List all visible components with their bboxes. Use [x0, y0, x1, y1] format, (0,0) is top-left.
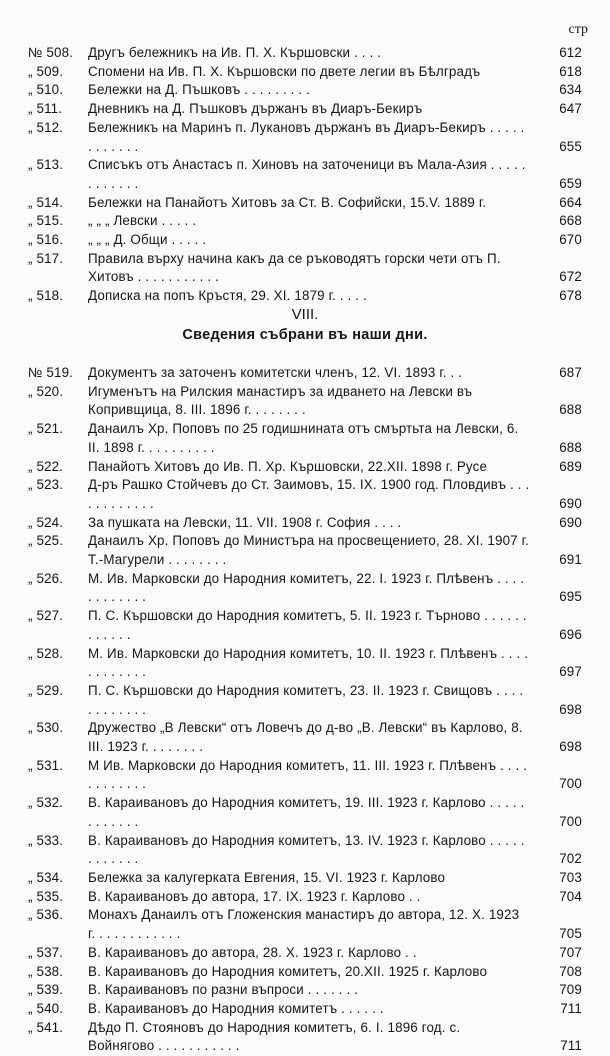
toc-entry: [0, 888, 610, 907]
entry-page-number: 678: [559, 288, 582, 304]
entry-number: „ 533.: [28, 832, 64, 848]
entry-title: Документъ за заточенъ комитетски членъ, 12. VI. 1893 г. . .: [88, 365, 463, 380]
toc-entry: [0, 383, 610, 420]
entry-number: „ 517.: [28, 250, 64, 266]
entry-title: Панайотъ Хитовъ до Ив. П. Хр. Кършовски, 22.XII. 1898 г. Русе: [88, 458, 488, 474]
entry-number: „ 534.: [28, 869, 64, 885]
entry-title: П. С. Кършовски до Народния комитетъ, 23. II. 1923 г. Свищовъ . . . . . . . . . . . .: [88, 682, 524, 717]
entry-title: В. Караивановъ до Народния комитетъ, 13. IV. 1923 г. Карлово . . . . . . . . . . . .: [88, 832, 525, 867]
entry-title: Данаилъ Хр. Поповъ по 25 годишнината отъ смъртьта на Левски, 6. II. 1898 г. . . . . . . . . .: [88, 421, 519, 455]
entry-number: „ 511.: [28, 101, 63, 117]
toc-entry: [0, 231, 610, 250]
entry-number: „ 510.: [28, 82, 64, 98]
entry-title: Монахъ Данаилъ отъ Гложенския манастиръ до автора, 12. X. 1923 г. . . . . . . . . . . .: [88, 907, 520, 942]
entry-number: „ 537.: [28, 944, 64, 960]
entry-title: Дописка на попъ Кръстя, 29. XI. 1879 г. . . . .: [88, 288, 367, 304]
entry-number: „ 529.: [28, 682, 64, 698]
entry-title: Спомени на Ив. П. Х. Кършовски по двете легии въ Бѣлградъ: [88, 63, 481, 79]
entry-page-number: 672: [559, 269, 582, 285]
entry-title: Правила върху начина какъ да се ръководятъ горски чети отъ П. Хитовъ . . . . . . . . . . .: [88, 250, 501, 285]
toc-entry: [0, 81, 610, 100]
entry-title: Списъкъ отъ Анастасъ п. Хиновъ на заточеници въ Мала-Азия . . . . . . . . . . . .: [88, 157, 526, 191]
entry-page-number: 691: [559, 552, 582, 568]
entry-page-number: 664: [559, 194, 582, 210]
entry-number: „ 536.: [28, 907, 64, 923]
entry-title: Другъ бележникъ на Ив. П. Х. Кършовски . . . .: [88, 45, 382, 60]
entry-page-number: 668: [559, 213, 582, 229]
entry-page-number: 707: [559, 944, 582, 960]
toc-entry: [0, 963, 610, 982]
toc-entry: [0, 1000, 610, 1019]
entry-title: За пушката на Левски, 11. VII. 1908 г. София . . . .: [88, 514, 402, 530]
entry-page-number: 702: [559, 851, 582, 867]
entry-title: „ „ „ Д. Общи . . . . .: [88, 232, 207, 248]
entry-number: № 519.: [28, 365, 74, 380]
entry-title: „ „ „ Левски . . . . .: [88, 213, 197, 229]
entry-page-number: 690: [559, 495, 582, 511]
entry-number: „ 512.: [28, 119, 64, 135]
entry-number: „ 526.: [28, 570, 64, 586]
entry-title: Данаилъ Хр. Поповъ до Министъра на просвещението, 28. XI. 1907 г. Т.-Магурели . . . . . . . .: [88, 533, 529, 568]
entry-number: „ 540.: [28, 1000, 64, 1016]
toc-entry: [0, 364, 610, 383]
entry-page-number: 688: [559, 402, 582, 418]
entry-number: „ 518.: [28, 288, 64, 304]
section-title: Сведения събрани въ наши дни.: [182, 327, 428, 343]
entry-page-number: 711: [560, 1038, 582, 1054]
entry-title: В. Караивановъ по разни въпроси . . . . . . .: [88, 982, 359, 998]
entry-title: М Ив. Марковски до Народния комитетъ, 11. III. 1923 г. Плѣвенъ . . . . . . . . . . . .: [88, 757, 528, 792]
toc-entry: [0, 250, 610, 287]
toc-entry: [0, 287, 610, 306]
entry-title: Дневникъ на Д. Пъшковъ държанъ въ Диаръ-Бекиръ: [88, 101, 423, 117]
entry-title: Бележки на Панайотъ Хитовъ за Ст. В. Софийски, 15.V. 1889 г.: [88, 194, 487, 210]
entry-title: П. С. Кършовски до Народния комитетъ, 5. II. 1923 г. Търново . . . . . . . . . . . .: [88, 608, 527, 642]
entry-number: „ 515.: [28, 213, 64, 229]
entry-title: Бележка за калугерката Евгения, 15. VI. 1923 г. Карлово: [88, 869, 446, 885]
toc-entry: [0, 44, 610, 63]
toc-entry: [0, 607, 610, 644]
toc-entry: [0, 100, 610, 119]
entry-page-number: 700: [559, 776, 582, 792]
entry-page-number: 612: [559, 45, 582, 60]
entry-number: „ 520.: [28, 383, 64, 399]
entry-number: „ 531.: [28, 757, 64, 773]
entry-page-number: 690: [559, 514, 582, 530]
toc-entry: [0, 63, 610, 82]
toc-entry: [0, 420, 610, 457]
toc-entry: [0, 476, 610, 513]
entry-page-number: 703: [559, 869, 582, 885]
entry-title: Бележникъ на Маринъ п. Лукановъ държанъ въ Диаръ-Бекиръ . . . . . . . . . . . .: [88, 119, 525, 154]
entry-title: В. Караивановъ до Народния комитетъ . . . . . .: [88, 1000, 384, 1016]
entry-page-number: 618: [559, 63, 582, 79]
entry-number: № 508.: [28, 45, 74, 60]
entry-number: „ 539.: [28, 982, 64, 998]
entry-page-number: 634: [559, 82, 582, 98]
entry-page-number: 698: [559, 739, 582, 755]
entry-title: Д-ръ Рашко Стойчевъ до Ст. Заимовъ, 15. IX. 1900 год. Пловдивъ . . . . . . . . . . . .: [88, 477, 530, 511]
toc-entry: [0, 682, 610, 719]
toc-entry: [0, 570, 610, 607]
entry-title: М. Ив. Марковски до Народния комитетъ, 10. II. 1923 г. Плѣвенъ . . . . . . . . . . . .: [88, 645, 529, 680]
entry-title: В. Караивановъ до Народния комитетъ, 20.XII. 1925 г. Карлово: [88, 963, 488, 979]
toc-entry: [0, 458, 610, 477]
entry-number: „ 530.: [28, 720, 64, 736]
entry-number: „ 528.: [28, 645, 64, 661]
entry-number: „ 521.: [28, 421, 64, 437]
entry-page-number: 697: [559, 664, 582, 680]
entry-number: „ 541.: [28, 1019, 64, 1035]
entry-page-number: 695: [559, 589, 582, 605]
entry-page-number: 655: [559, 138, 582, 154]
toc-entry: [0, 119, 610, 156]
entries-list-a: [0, 44, 610, 306]
toc-entry: [0, 514, 610, 533]
toc-entry: [0, 212, 610, 231]
toc-entry: [0, 832, 610, 869]
toc-entry: [0, 645, 610, 682]
toc-entry: [0, 1019, 610, 1056]
entry-number: „ 509.: [28, 63, 64, 79]
entry-number: „ 538.: [28, 963, 64, 979]
entry-number: „ 525.: [28, 533, 64, 549]
toc-entry: [0, 869, 610, 888]
entry-number: „ 513.: [28, 157, 64, 173]
entry-number: „ 535.: [28, 888, 64, 904]
entry-page-number: 647: [559, 101, 582, 117]
entry-page-number: 704: [559, 888, 582, 904]
entry-title: Бележки на Д. Пъшковъ . . . . . . . . .: [88, 82, 311, 98]
entry-page-number: 689: [559, 458, 582, 474]
entry-page-number: 688: [559, 439, 582, 455]
entry-page-number: 711: [560, 1000, 582, 1016]
entry-page-number: 696: [559, 626, 582, 642]
toc-entry: [0, 757, 610, 794]
toc-entry: [0, 944, 610, 963]
entry-title: Игуменътъ на Рилския манастиръ за идването на Левски въ Копривщица, 8. III. 1896 г. . . . . . . .: [88, 383, 473, 418]
toc-entry: [0, 906, 610, 943]
entry-page-number: 687: [559, 365, 582, 380]
entry-page-number: 698: [559, 701, 582, 717]
entry-number: „ 514.: [28, 194, 64, 210]
entry-page-number: 708: [559, 963, 582, 979]
page-column-header: стр: [568, 22, 588, 37]
entry-page-number: 709: [559, 982, 582, 998]
section-numeral: VIII.: [291, 306, 319, 323]
toc-entry: [0, 794, 610, 831]
entry-number: „ 524.: [28, 514, 64, 530]
entry-number: „ 522.: [28, 458, 64, 474]
entry-page-number: 700: [559, 813, 582, 829]
entry-page-number: 659: [559, 175, 582, 191]
toc-entry: [0, 981, 610, 1000]
entry-title: Дружество „В Левски“ отъ Ловечъ до д-во „В. Левски“ въ Карлово, 8. III. 1923 г. . . . . . . .: [88, 720, 523, 755]
entry-number: „ 523.: [28, 477, 64, 493]
entry-page-number: 705: [559, 926, 582, 942]
entries-list-b: [0, 364, 610, 1056]
entry-title: В. Караивановъ до автора, 28. X. 1923 г. Карлово . .: [88, 944, 417, 960]
entry-title: Дѣдо П. Стояновъ до Народния комитетъ, 6. I. 1896 год. с. Войнягово . . . . . . . . . . .: [88, 1019, 461, 1054]
entry-page-number: 670: [559, 232, 582, 248]
entry-title: М. Ив. Марковски до Народния комитетъ, 22. I. 1923 г. Плѣвенъ . . . . . . . . . . . .: [88, 570, 525, 605]
entry-title: В. Караивановъ до Народния комитетъ, 19. III. 1923 г. Карлово . . . . . . . . . . . .: [88, 795, 525, 829]
toc-entry: [0, 156, 610, 193]
toc-entry: [0, 532, 610, 569]
entry-title: В. Караивановъ до автора, 17. IX. 1923 г. Карлово . .: [88, 888, 421, 904]
entry-number: „ 516.: [28, 232, 64, 248]
toc-entry: [0, 194, 610, 213]
toc-entry: [0, 719, 610, 756]
entry-number: „ 527.: [28, 608, 64, 624]
entry-number: „ 532.: [28, 795, 64, 811]
